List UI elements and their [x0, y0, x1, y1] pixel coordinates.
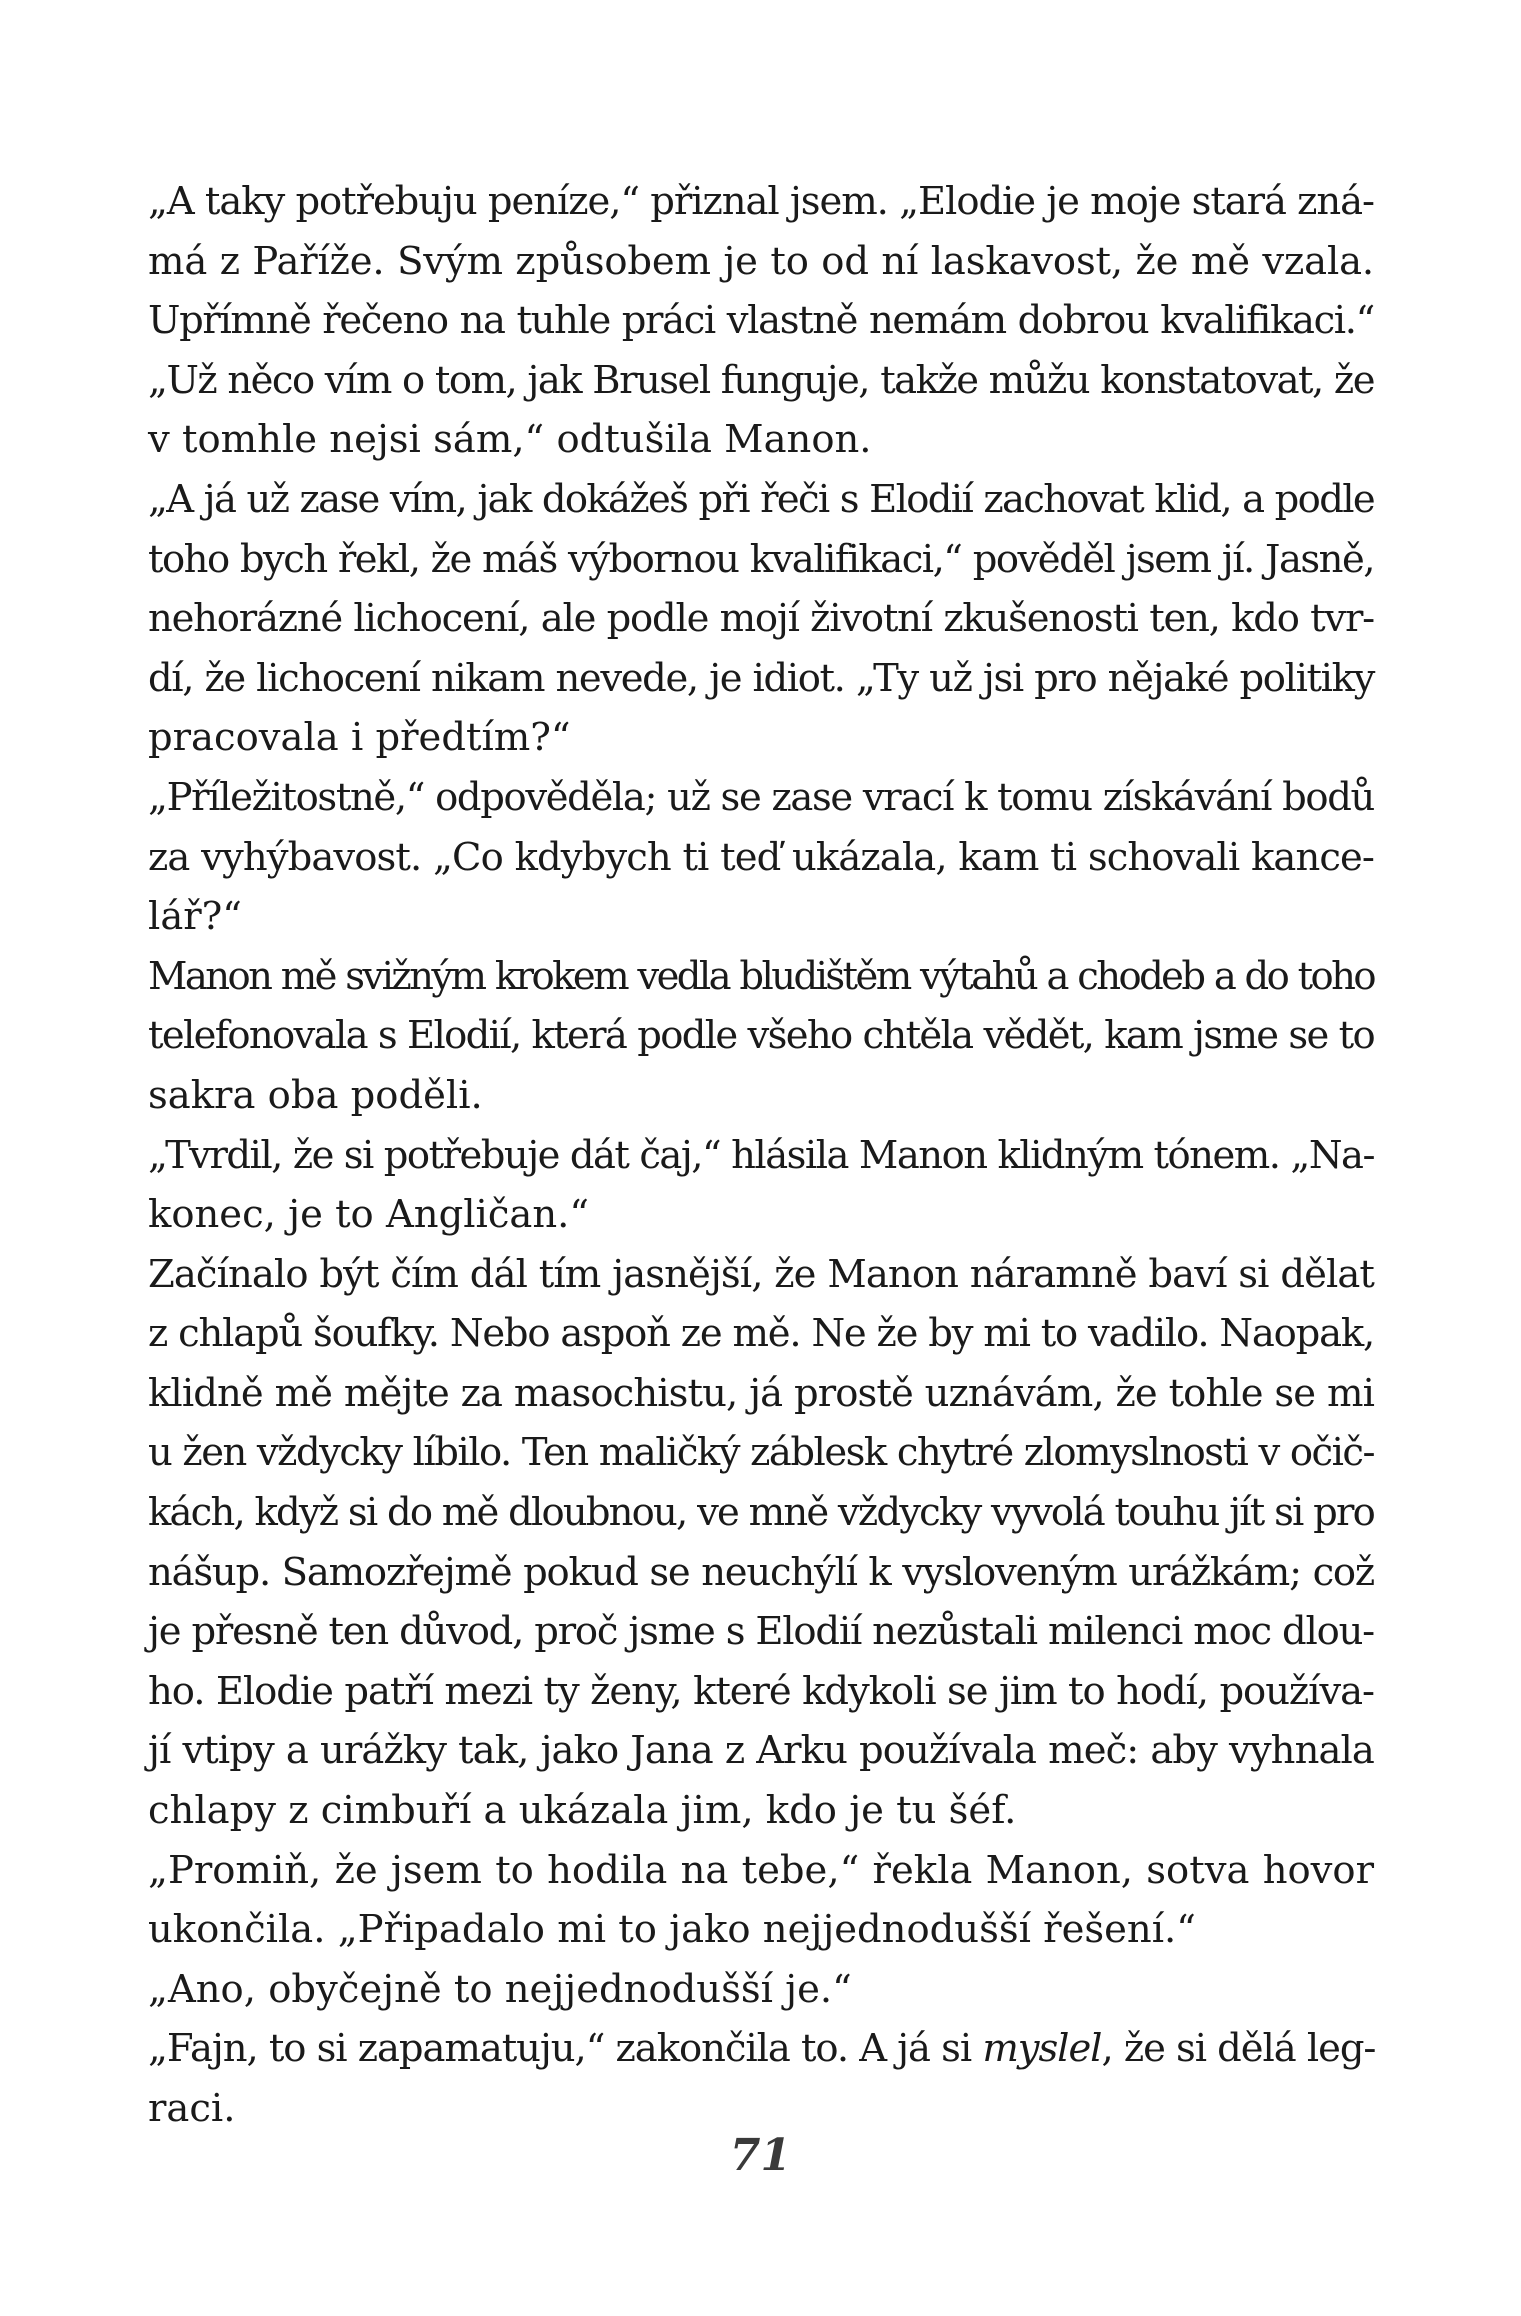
- text-line: „Už něco vím o tom, jak Brusel funguje, takže můžu konstatovat, že: [148, 357, 1374, 403]
- text-line: raci.: [148, 2086, 236, 2131]
- text-line: klidně mě mějte za masochistu, já prostě uznávám, že tohle se mi: [148, 1370, 1374, 1416]
- text-line: „Příležitostně,“ odpověděla; už se zase vrací k tomu získávání bodů: [148, 774, 1374, 820]
- text-line: má z Paříže. Svým způsobem je to od ní laskavost, že mě vzala.: [148, 238, 1374, 284]
- text-line: Manon mě svižným krokem vedla bludištěm výtahů a chodeb a do toho: [148, 953, 1374, 999]
- text-line: telefonovala s Elodií, která podle všeho chtěla vědět, kam jsme se to: [148, 1013, 1374, 1059]
- text-line: „Ano, obyčejně to nejjednodušší je.“: [148, 1966, 852, 2012]
- text-line: Začínalo být čím dál tím jasnější, že Manon náramně baví si dělat: [148, 1251, 1374, 1297]
- text-line: dí, že lichocení nikam nevede, je idiot. „Ty už jsi pro nějaké politiky: [148, 655, 1374, 701]
- text-line: „A taky potřebuju peníze,“ přiznal jsem. „Elodie je moje stará zná-: [148, 179, 1374, 224]
- text-line: v tomhle nejsi sám,“ odtušila Manon.: [148, 417, 872, 463]
- text-line: je přesně ten důvod, proč jsme s Elodií nezůstali milenci moc dlou-: [148, 1609, 1374, 1655]
- text-line: ho. Elodie patří mezi ty ženy, které kdykoli se jim to hodí, používa-: [148, 1668, 1374, 1714]
- text-line: nášup. Samozřejmě pokud se neuchýlí k vysloveným urážkám; což: [148, 1549, 1374, 1595]
- text-line: „Promiň, že jsem to hodila na tebe,“ řekla Manon, sotva hovor: [148, 1847, 1374, 1893]
- text-segment: , že si dělá leg-: [1101, 2026, 1376, 2072]
- text-segment: „Fajn, to si zapamatuju,“ zakončila to. A já si: [148, 2026, 983, 2072]
- text-line: [148, 2019, 1374, 2079]
- text-line: „A já už zase vím, jak dokážeš při řeči s Elodií zachovat klid, a podle: [148, 476, 1374, 522]
- text-line: pracovala i předtím?“: [148, 715, 571, 761]
- text-line: toho bych řekl, že máš výbornou kvalifikaci,“ pověděl jsem jí. Jasně,: [148, 536, 1374, 582]
- page-number: 71: [729, 2130, 792, 2181]
- text-line: za vyhýbavost. „Co kdybych ti teď ukázala, kam ti schovali kance-: [148, 834, 1374, 880]
- text-line: lář?“: [148, 894, 242, 940]
- text-line: chlapy z cimbuří a ukázala jim, kdo je tu šéf.: [148, 1788, 1017, 1834]
- text-line: konec, je to Angličan.“: [148, 1192, 590, 1238]
- text-line: u žen vždycky líbilo. Ten maličký záblesk chytré zlomyslnosti v očič-: [148, 1430, 1374, 1476]
- text-line: sakra oba poděli.: [148, 1072, 483, 1118]
- text-line: nehorázné lichocení, ale podle mojí životní zkušenosti ten, kdo tvr-: [148, 596, 1374, 642]
- text-line: Upřímně řečeno na tuhle práci vlastně nemám dobrou kvalifikaci.“: [148, 298, 1374, 344]
- body-text: [148, 172, 1374, 2139]
- italic-word: myslel: [982, 2026, 1102, 2072]
- text-line: z chlapů šoufky. Nebo aspoň ze mě. Ne že by mi to vadilo. Naopak,: [148, 1311, 1374, 1357]
- text-line: „Tvrdil, že si potřebuje dát čaj,“ hlásila Manon klidným tónem. „Na-: [148, 1132, 1374, 1178]
- text-line: kách, když si do mě dloubnou, ve mně vždycky vyvolá touhu jít si pro: [148, 1490, 1374, 1536]
- text-line: ukončila. „Připadalo mi to jako nejjednodušší řešení.“: [148, 1907, 1196, 1953]
- text-line: jí vtipy a urážky tak, jako Jana z Arku používala meč: aby vyhnala: [148, 1728, 1374, 1774]
